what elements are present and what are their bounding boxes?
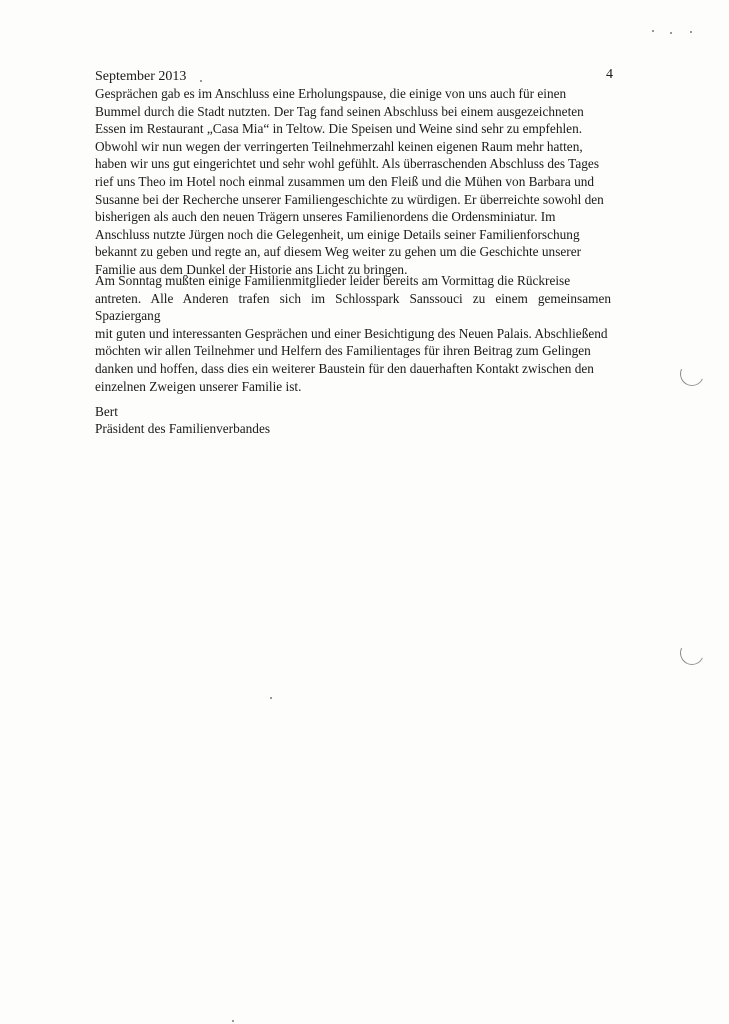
punch-hole-mark [677, 638, 708, 669]
paragraph-line: mit guten und interessanten Gesprächen und einer Besichtigung des Neuen Palais. Abschließend [95, 325, 608, 341]
paragraph-line: Anschluss nutzte Jürgen noch die Gelegenheit, um einige Details seiner Familienforschung [95, 226, 580, 242]
scan-speck [200, 80, 202, 82]
paragraph-line: Gesprächen gab es im Anschluss eine Erholungspause, die einige von uns auch für einen [95, 86, 567, 101]
scan-speck [652, 30, 654, 32]
paragraph-line: Familie aus dem Dunkel der Historie ans Licht zu bringen. [95, 261, 408, 277]
paragraph-line: einzelnen Zweigen unserer Familie ist. [95, 378, 302, 394]
paragraph-line: Bummel durch die Stadt nutzten. Der Tag fand seinen Abschluss bei einem ausgezeichneten [95, 103, 584, 119]
scan-speck [232, 1020, 234, 1022]
paragraph-line: antreten. Alle Anderen trafen sich im Schlosspark Sanssouci zu einem gemeinsamen Spaziergang [95, 290, 611, 324]
scan-speck [670, 32, 672, 34]
signature-title: Präsident des Familienverbandes [95, 421, 271, 436]
paragraph-line: bisherigen als auch den neuen Trägern unseres Familienordens die Ordensminiatur. Im [95, 209, 556, 225]
paragraph-line: möchten wir allen Teilnehmer und Helfern des Familientages für ihren Beitrag zum Gelingen [95, 343, 591, 359]
paragraph-line: Obwohl wir nun wegen der verringerten Teilnehmerzahl keinen eigenen Raum mehr hatten, [95, 138, 583, 154]
paragraph-line: rief uns Theo im Hotel noch einmal zusammen um den Fleiß und die Mühen von Barbara und [95, 173, 595, 189]
paragraph-line: danken und hoffen, dass dies ein weiterer Baustein für den dauerhaften Kontakt zwischen den [95, 360, 594, 376]
scan-speck [690, 31, 692, 33]
signature-name: Bert [95, 404, 118, 419]
punch-hole-mark [677, 359, 708, 390]
body-paragraph-1 [95, 85, 611, 279]
paragraph-line: haben wir uns gut eingerichtet und sehr wohl gefühlt. Als überraschenden Abschluss des Tages [95, 156, 599, 172]
body-paragraph-2 [95, 272, 611, 395]
paragraph-line: Susanne bei der Recherche unserer Familiengeschichte zu würdigen. Er überreichte sowohl den [95, 191, 604, 207]
paragraph-line: Am Sonntag mußten einige Familienmitglieder leider bereits am Vormittag die Rückreise [95, 273, 571, 288]
paragraph-line: bekannt zu geben und regte an, auf diesem Weg weiter zu gehen um die Geschichte unserer [95, 244, 582, 260]
header-date: September 2013 [95, 69, 187, 84]
scan-speck [270, 697, 272, 699]
paragraph-line: Essen im Restaurant „Casa Mia“ in Teltow. Die Speisen und Weine sind sehr zu empfehlen. [95, 121, 583, 137]
page-number: 4 [606, 67, 613, 82]
